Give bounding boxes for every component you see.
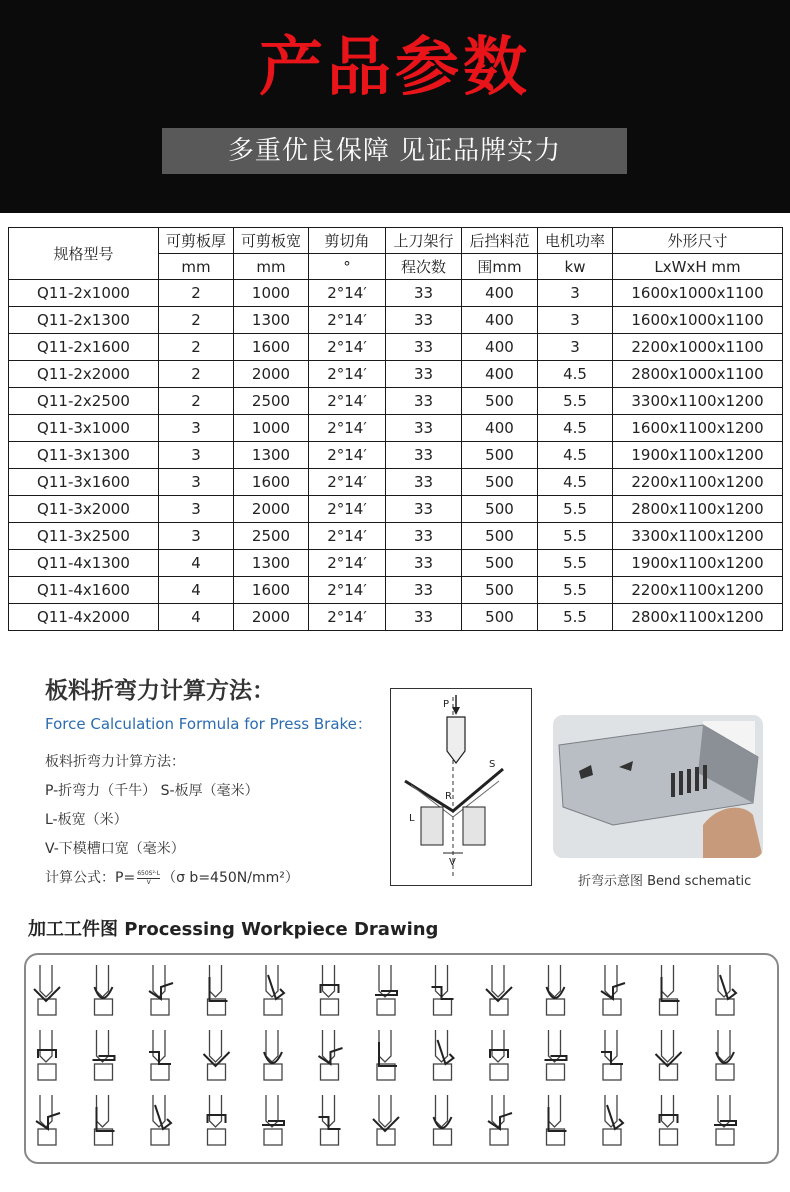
table-cell: 1600x1000x1100 bbox=[613, 307, 783, 334]
col-unit-width: mm bbox=[234, 254, 309, 280]
table-cell: 1000 bbox=[234, 280, 309, 307]
table-cell: 1600x1100x1200 bbox=[613, 415, 783, 442]
die-outline bbox=[434, 1129, 452, 1145]
punch-outline bbox=[266, 1095, 278, 1127]
table-cell: 2800x1100x1200 bbox=[613, 604, 783, 631]
table-cell: 33 bbox=[386, 577, 462, 604]
formula-title: 板料折弯力计算方法： bbox=[45, 678, 275, 704]
die-outline bbox=[434, 1064, 452, 1080]
vent-slot bbox=[679, 771, 683, 795]
die-outline bbox=[321, 999, 339, 1015]
table-cell: 500 bbox=[462, 523, 538, 550]
col-unit-backgauge: 围mm bbox=[462, 254, 538, 280]
table-cell: 500 bbox=[462, 550, 538, 577]
table-cell: Q11-4x1600 bbox=[9, 577, 159, 604]
workpiece-drawing bbox=[434, 1095, 452, 1145]
table-cell: 400 bbox=[462, 361, 538, 388]
workpiece-drawing bbox=[208, 965, 228, 1015]
table-cell: Q11-3x1000 bbox=[9, 415, 159, 442]
workpiece-drawing bbox=[34, 965, 60, 1015]
col-unit-power: kw bbox=[538, 254, 613, 280]
workpiece-drawing bbox=[547, 1095, 567, 1145]
table-cell: 5.5 bbox=[538, 604, 613, 631]
page-title: 产品参数 bbox=[259, 31, 531, 105]
workpiece-drawing bbox=[95, 965, 113, 1015]
upper-punch bbox=[447, 717, 465, 763]
table-cell: 2000 bbox=[234, 496, 309, 523]
workpiece-drawing bbox=[545, 1030, 567, 1080]
table-row bbox=[9, 577, 783, 604]
table-cell: 2°14′ bbox=[309, 550, 386, 577]
workpiece-drawing bbox=[490, 1030, 508, 1080]
table-cell: 4 bbox=[159, 604, 234, 631]
table-cell: 33 bbox=[386, 361, 462, 388]
workpiece-drawing bbox=[601, 1030, 623, 1080]
vent-slot bbox=[703, 765, 707, 789]
table-cell: 3 bbox=[159, 442, 234, 469]
table-cell: 3 bbox=[538, 280, 613, 307]
punch-outline bbox=[549, 1095, 561, 1127]
col-header-model: 规格型号 bbox=[9, 228, 159, 280]
workpiece-drawing bbox=[149, 965, 173, 1015]
bent-sheet-outline bbox=[210, 977, 228, 1001]
table-cell: 1600x1000x1100 bbox=[613, 280, 783, 307]
table-cell: 33 bbox=[386, 415, 462, 442]
table-cell: 33 bbox=[386, 334, 462, 361]
label-s: S bbox=[489, 759, 496, 770]
workpiece-drawing bbox=[601, 965, 625, 1015]
lower-die-right bbox=[463, 807, 485, 845]
table-row bbox=[9, 334, 783, 361]
die-outline bbox=[603, 1064, 621, 1080]
table-cell: 1600 bbox=[234, 334, 309, 361]
workpiece-drawing bbox=[321, 965, 339, 1015]
workpiece-drawing bbox=[373, 1095, 399, 1145]
table-cell: Q11-4x1300 bbox=[9, 550, 159, 577]
die-outline bbox=[264, 1064, 282, 1080]
table-cell: Q11-2x1000 bbox=[9, 280, 159, 307]
vent-slot bbox=[671, 773, 675, 797]
table-cell: 400 bbox=[462, 307, 538, 334]
formula-lines bbox=[45, 748, 375, 893]
workpiece-drawing bbox=[38, 1030, 56, 1080]
punch-outline bbox=[97, 1030, 109, 1062]
table-cell: 4 bbox=[159, 577, 234, 604]
table-cell: 2200x1100x1200 bbox=[613, 577, 783, 604]
table-cell: 4 bbox=[159, 550, 234, 577]
die-outline bbox=[547, 999, 565, 1015]
vent-slot bbox=[687, 769, 691, 793]
workpiece-drawing bbox=[262, 1095, 284, 1145]
table-cell: 2°14′ bbox=[309, 307, 386, 334]
punch-outline bbox=[97, 1095, 109, 1127]
bent-sheet-outline bbox=[262, 1121, 284, 1125]
punch-outline bbox=[379, 965, 391, 997]
punch-outline bbox=[153, 965, 165, 997]
col-header-thickness: 可剪板厚 bbox=[159, 228, 234, 254]
punch-outline bbox=[210, 965, 222, 997]
die-outline bbox=[377, 999, 395, 1015]
punch-outline bbox=[662, 1095, 674, 1127]
die-outline bbox=[264, 1129, 282, 1145]
punch-outline bbox=[323, 1030, 335, 1062]
die-outline bbox=[151, 999, 169, 1015]
punch-outline bbox=[549, 965, 561, 997]
table-cell: 33 bbox=[386, 307, 462, 334]
die-outline bbox=[151, 1064, 169, 1080]
die-outline bbox=[434, 999, 452, 1015]
table-cell: 4.5 bbox=[538, 361, 613, 388]
table-cell: 3300x1100x1200 bbox=[613, 388, 783, 415]
table-cell: 1000 bbox=[234, 415, 309, 442]
table-cell: 1600 bbox=[234, 469, 309, 496]
table-cell: 4.5 bbox=[538, 415, 613, 442]
table-cell: 500 bbox=[462, 442, 538, 469]
table-row bbox=[9, 604, 783, 631]
table-cell: 2200x1100x1200 bbox=[613, 469, 783, 496]
formula-calc-prefix: 计算公式：P= bbox=[45, 870, 136, 886]
table-cell: 2 bbox=[159, 361, 234, 388]
table-cell: Q11-2x1600 bbox=[9, 334, 159, 361]
formula-calc bbox=[45, 864, 375, 893]
punch-outline bbox=[492, 1095, 504, 1127]
table-cell: 500 bbox=[462, 388, 538, 415]
punch-outline bbox=[379, 1030, 391, 1062]
punch-outline bbox=[40, 1095, 52, 1127]
workpiece-drawing bbox=[716, 965, 736, 1015]
bent-sheet-outline bbox=[319, 1117, 341, 1129]
punch-outline bbox=[40, 1030, 52, 1062]
table-cell: 500 bbox=[462, 496, 538, 523]
die-outline bbox=[603, 999, 621, 1015]
table-row bbox=[9, 307, 783, 334]
workpiece-drawing bbox=[149, 1030, 171, 1080]
table-cell: 33 bbox=[386, 550, 462, 577]
col-unit-angle: ° bbox=[309, 254, 386, 280]
label-p: P bbox=[443, 699, 450, 710]
bent-sheet-outline bbox=[149, 1052, 171, 1064]
table-cell: 5.5 bbox=[538, 496, 613, 523]
table-cell: 2°14′ bbox=[309, 334, 386, 361]
die-outline bbox=[490, 1129, 508, 1145]
header-banner bbox=[0, 0, 790, 213]
table-row bbox=[9, 388, 783, 415]
formula-fraction bbox=[137, 870, 160, 887]
workpiece-drawing bbox=[660, 965, 680, 1015]
die-outline bbox=[660, 1129, 678, 1145]
die-outline bbox=[208, 1129, 226, 1145]
die-outline bbox=[38, 1129, 56, 1145]
col-header-power: 电机功率 bbox=[538, 228, 613, 254]
table-cell: 2 bbox=[159, 334, 234, 361]
workpiece-drawing bbox=[656, 1030, 682, 1080]
die-outline bbox=[321, 1064, 339, 1080]
table-cell: 2 bbox=[159, 388, 234, 415]
table-cell: 1600 bbox=[234, 577, 309, 604]
table-cell: 3 bbox=[159, 469, 234, 496]
workpiece-drawing bbox=[716, 1030, 734, 1080]
table-cell: 500 bbox=[462, 469, 538, 496]
formula-section bbox=[45, 672, 375, 893]
workpiece-drawing bbox=[264, 965, 284, 1015]
workpiece-drawing bbox=[488, 1095, 512, 1145]
punch-outline bbox=[662, 965, 674, 997]
table-cell: 2500 bbox=[234, 523, 309, 550]
lower-die-left bbox=[421, 807, 443, 845]
table-cell: 2°14′ bbox=[309, 388, 386, 415]
table-cell: 33 bbox=[386, 496, 462, 523]
bent-sheet-outline bbox=[601, 1052, 623, 1064]
punch-outline bbox=[718, 1030, 730, 1062]
table-cell: 3 bbox=[159, 415, 234, 442]
table-cell: 500 bbox=[462, 604, 538, 631]
punch-outline bbox=[605, 965, 617, 997]
bend-photo-svg bbox=[553, 715, 763, 858]
table-cell: 33 bbox=[386, 388, 462, 415]
workpiece-drawing bbox=[377, 1030, 397, 1080]
table-cell: 3 bbox=[538, 307, 613, 334]
punch-outline bbox=[323, 965, 335, 997]
table-cell: 400 bbox=[462, 334, 538, 361]
spec-table bbox=[8, 227, 783, 631]
bent-sheet-outline bbox=[93, 1056, 115, 1060]
vent-slot bbox=[695, 767, 699, 791]
bent-sheet-outline bbox=[714, 1121, 736, 1125]
punch-outline bbox=[436, 1095, 448, 1127]
col-unit-dimensions: LxWxH mm bbox=[613, 254, 783, 280]
bend-diagram-svg bbox=[391, 689, 531, 885]
label-l: L bbox=[409, 813, 415, 824]
die-outline bbox=[264, 999, 282, 1015]
die-outline bbox=[95, 1064, 113, 1080]
label-r: R bbox=[445, 791, 452, 802]
table-cell: 4.5 bbox=[538, 469, 613, 496]
table-cell: 400 bbox=[462, 280, 538, 307]
table-cell: 2°14′ bbox=[309, 577, 386, 604]
bent-sheet-outline bbox=[379, 1042, 397, 1066]
formula-calc-suffix: （σ b=450N/mm²） bbox=[162, 870, 299, 886]
formula-line: P-折弯力（千牛） S-板厚（毫米） bbox=[45, 783, 259, 799]
workpiece-drawing bbox=[375, 965, 397, 1015]
die-outline bbox=[716, 999, 734, 1015]
table-row bbox=[9, 280, 783, 307]
table-row bbox=[9, 550, 783, 577]
punch-outline bbox=[436, 1030, 448, 1062]
table-cell: 2 bbox=[159, 280, 234, 307]
table-cell: 2800x1000x1100 bbox=[613, 361, 783, 388]
die-outline bbox=[95, 999, 113, 1015]
table-cell: 3 bbox=[159, 523, 234, 550]
photo-caption: 折弯示意图 Bend schematic bbox=[578, 874, 752, 889]
subtitle-band: 多重优良保障 见证品牌实力 bbox=[162, 128, 627, 174]
table-cell: 2°14′ bbox=[309, 496, 386, 523]
spec-table-body bbox=[9, 280, 783, 631]
workpiece-drawing bbox=[434, 1030, 454, 1080]
table-cell: 4.5 bbox=[538, 442, 613, 469]
table-cell: 33 bbox=[386, 280, 462, 307]
punch-outline bbox=[266, 1030, 278, 1062]
table-cell: 33 bbox=[386, 604, 462, 631]
label-v: V bbox=[449, 857, 456, 868]
col-header-angle: 剪切角 bbox=[309, 228, 386, 254]
punch-outline bbox=[492, 1030, 504, 1062]
workpiece-title: 加工工件图 Processing Workpiece Drawing bbox=[28, 919, 439, 940]
punch-outline bbox=[492, 965, 504, 997]
workpiece-gallery bbox=[24, 953, 779, 1164]
formula-numerator: 650S²·L bbox=[137, 869, 161, 877]
table-cell: Q11-2x2500 bbox=[9, 388, 159, 415]
workpiece-drawing bbox=[432, 965, 454, 1015]
table-cell: 2°14′ bbox=[309, 523, 386, 550]
col-unit-thickness: mm bbox=[159, 254, 234, 280]
formula-denominator: V bbox=[146, 878, 151, 886]
table-cell: 1900x1100x1200 bbox=[613, 550, 783, 577]
table-cell: 2°14′ bbox=[309, 280, 386, 307]
punch-outline bbox=[40, 965, 52, 997]
table-cell: Q11-2x1300 bbox=[9, 307, 159, 334]
formula-line: V-下模槽口宽（毫米） bbox=[45, 841, 185, 857]
die-outline bbox=[151, 1129, 169, 1145]
table-cell: 2800x1100x1200 bbox=[613, 496, 783, 523]
workpiece-drawing bbox=[714, 1095, 736, 1145]
workpiece-drawing bbox=[36, 1095, 60, 1145]
table-cell: 33 bbox=[386, 523, 462, 550]
table-cell: 5.5 bbox=[538, 550, 613, 577]
table-cell: 1300 bbox=[234, 442, 309, 469]
spec-table-header bbox=[9, 228, 783, 280]
formula-line: 板料折弯力计算方法： bbox=[45, 754, 185, 770]
table-cell: 1300 bbox=[234, 550, 309, 577]
table-cell: 3 bbox=[538, 334, 613, 361]
table-cell: 2000 bbox=[234, 361, 309, 388]
punch-outline bbox=[662, 1030, 674, 1062]
workpiece-drawing bbox=[151, 1095, 171, 1145]
workpiece-drawing bbox=[547, 965, 565, 1015]
die-outline bbox=[547, 1064, 565, 1080]
bend-photo bbox=[553, 715, 763, 858]
punch-outline bbox=[549, 1030, 561, 1062]
punch-outline bbox=[210, 1095, 222, 1127]
table-cell: 400 bbox=[462, 415, 538, 442]
punch-outline bbox=[718, 1095, 730, 1127]
table-cell: 5.5 bbox=[538, 388, 613, 415]
bent-sheet-outline bbox=[97, 1107, 115, 1131]
bent-sheet-outline bbox=[549, 1107, 567, 1131]
table-cell: Q11-3x1600 bbox=[9, 469, 159, 496]
table-cell: 1900x1100x1200 bbox=[613, 442, 783, 469]
workpiece-drawing bbox=[93, 1030, 115, 1080]
table-row bbox=[9, 361, 783, 388]
col-unit-stroke: 程次数 bbox=[386, 254, 462, 280]
table-cell: 2°14′ bbox=[309, 415, 386, 442]
die-outline bbox=[603, 1129, 621, 1145]
die-outline bbox=[321, 1129, 339, 1145]
die-outline bbox=[490, 1064, 508, 1080]
punch-outline bbox=[210, 1030, 222, 1062]
table-cell: Q11-4x2000 bbox=[9, 604, 159, 631]
table-row bbox=[9, 496, 783, 523]
table-cell: 3300x1100x1200 bbox=[613, 523, 783, 550]
workpiece-drawing bbox=[264, 1030, 282, 1080]
bent-sheet-outline bbox=[375, 991, 397, 995]
punch-outline bbox=[718, 965, 730, 997]
table-cell: 2°14′ bbox=[309, 361, 386, 388]
table-cell: 1300 bbox=[234, 307, 309, 334]
table-cell: 500 bbox=[462, 577, 538, 604]
workpiece-drawing bbox=[603, 1095, 623, 1145]
bent-sheet-outline bbox=[662, 977, 680, 1001]
table-cell: Q11-3x2500 bbox=[9, 523, 159, 550]
table-cell: 2000 bbox=[234, 604, 309, 631]
col-header-backgauge: 后挡料范 bbox=[462, 228, 538, 254]
workpiece-drawings-svg bbox=[26, 955, 777, 1162]
workpiece-drawing bbox=[204, 1030, 230, 1080]
table-cell: 5.5 bbox=[538, 577, 613, 604]
table-cell: 3 bbox=[159, 496, 234, 523]
formula-line: L-板宽（米） bbox=[45, 812, 128, 828]
workpiece-drawing bbox=[319, 1030, 343, 1080]
table-cell: 2 bbox=[159, 307, 234, 334]
col-header-width: 可剪板宽 bbox=[234, 228, 309, 254]
punch-outline bbox=[605, 1095, 617, 1127]
table-cell: 2°14′ bbox=[309, 469, 386, 496]
table-cell: 2°14′ bbox=[309, 604, 386, 631]
die-outline bbox=[716, 1064, 734, 1080]
workpiece-drawing bbox=[486, 965, 512, 1015]
formula-title-en: Force Calculation Formula for Press Brake： bbox=[45, 715, 372, 733]
punch-outline bbox=[266, 965, 278, 997]
punch-outline bbox=[153, 1095, 165, 1127]
workpiece-drawing bbox=[660, 1095, 678, 1145]
workpiece-drawing bbox=[208, 1095, 226, 1145]
col-header-dimensions: 外形尺寸 bbox=[613, 228, 783, 254]
table-cell: 2°14′ bbox=[309, 442, 386, 469]
bent-sheet-outline bbox=[432, 987, 454, 999]
table-cell: Q11-3x2000 bbox=[9, 496, 159, 523]
die-outline bbox=[716, 1129, 734, 1145]
table-row bbox=[9, 442, 783, 469]
bend-force-diagram bbox=[390, 688, 532, 886]
table-cell: 2500 bbox=[234, 388, 309, 415]
table-row bbox=[9, 415, 783, 442]
table-row bbox=[9, 469, 783, 496]
die-outline bbox=[38, 1064, 56, 1080]
col-header-stroke: 上刀架行 bbox=[386, 228, 462, 254]
bent-sheet-outline bbox=[545, 1056, 567, 1060]
table-cell: 33 bbox=[386, 469, 462, 496]
table-cell: 2200x1000x1100 bbox=[613, 334, 783, 361]
workpiece-drawing bbox=[95, 1095, 115, 1145]
table-cell: 5.5 bbox=[538, 523, 613, 550]
table-cell: Q11-2x2000 bbox=[9, 361, 159, 388]
table-cell: Q11-3x1300 bbox=[9, 442, 159, 469]
table-cell: 33 bbox=[386, 442, 462, 469]
workpiece-drawing bbox=[319, 1095, 341, 1145]
punch-outline bbox=[379, 1095, 391, 1127]
punch-outline bbox=[97, 965, 109, 997]
table-row bbox=[9, 523, 783, 550]
